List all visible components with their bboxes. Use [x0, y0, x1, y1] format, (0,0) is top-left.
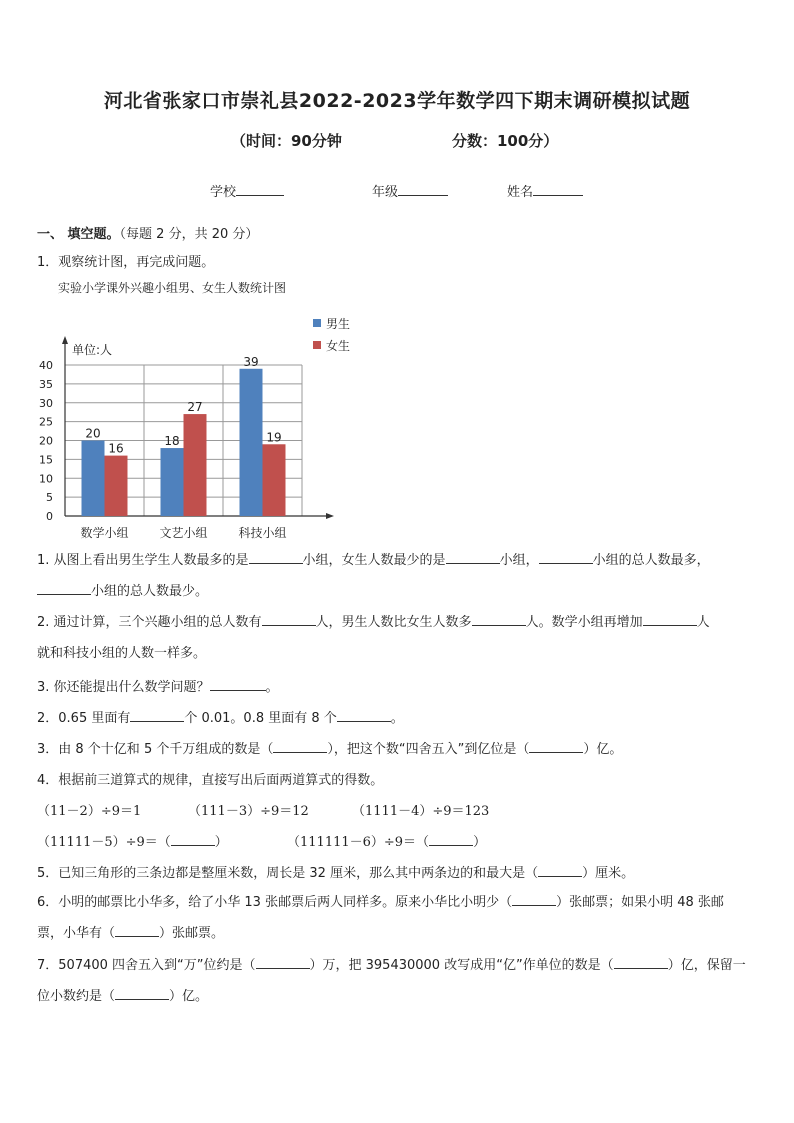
- blank[interactable]: [37, 580, 91, 595]
- data-label: 18: [164, 434, 180, 449]
- q1-sub1: 1. 从图上看出男生学生人数最多的是 小组，女生人数最少的是 小组， 小组的总人数最多， 小组的总人数最少。: [37, 545, 759, 607]
- y-tick-label: 40: [39, 359, 53, 372]
- x-axis-arrow: [326, 513, 334, 519]
- blank[interactable]: [472, 611, 526, 626]
- y-tick-label: 10: [39, 472, 53, 486]
- blank[interactable]: [538, 862, 582, 877]
- blank[interactable]: [529, 738, 583, 753]
- category-label: 文艺小组: [159, 526, 208, 540]
- grade-blank[interactable]: [398, 181, 448, 196]
- blank[interactable]: [429, 831, 473, 846]
- legend: [313, 316, 350, 353]
- q4-expr-4: （11111－5）÷9＝（ ）: [37, 831, 228, 850]
- blank[interactable]: [273, 738, 327, 753]
- exam-time: （时间：90分钟: [231, 132, 342, 150]
- data-label: 27: [187, 400, 203, 415]
- blank[interactable]: [210, 676, 266, 691]
- blank[interactable]: [249, 549, 303, 564]
- q4-expr-5: （111111－6）÷9＝（ ）: [287, 831, 486, 850]
- grade-field: 年级: [372, 181, 448, 200]
- y-tick-label: 30: [39, 396, 53, 410]
- data-label: 16: [108, 441, 124, 456]
- category-label: 科技小组: [238, 526, 287, 540]
- blank[interactable]: [130, 707, 184, 722]
- legend-swatch-girls: [313, 341, 321, 349]
- y-tick-label: 5: [46, 491, 53, 505]
- section-heading: 一、 填空题。（每题 2 分，共 20 分）: [37, 227, 259, 242]
- legend-label-boys: 男生: [326, 317, 351, 331]
- bar-boys: [161, 448, 184, 516]
- blank[interactable]: [643, 611, 697, 626]
- bar-girls: [184, 414, 207, 516]
- chart-title: 实验小学课外兴趣小组男、女生人数统计图: [58, 281, 287, 295]
- q4-expr-2: （111－3）÷9＝12: [188, 804, 309, 819]
- data-label: 20: [85, 426, 101, 441]
- y-axis-label: 单位:人: [72, 343, 113, 357]
- q4-expr-1: （11－2）÷9＝1: [37, 804, 142, 819]
- q1-sub3: 3. 你还能提出什么数学问题？ 。: [37, 676, 279, 695]
- name-field: 姓名: [507, 181, 583, 200]
- q6: 6．小明的邮票比小华多，给了小华 13 张邮票后两人同样多。原来小华比小明少（ ）张邮票；如果小明 48 张邮 票，小华有（ ）张邮票。: [37, 887, 759, 949]
- exam-title: 河北省张家口市崇礼县2022-2023学年数学四下期末调研模拟试题: [103, 90, 691, 112]
- q2: 2．0.65 里面有 个 0.01。0.8 里面有 8 个 。: [37, 707, 404, 726]
- blank[interactable]: [256, 954, 310, 969]
- y-tick-label: 25: [39, 415, 53, 429]
- blank[interactable]: [115, 985, 169, 1000]
- name-blank[interactable]: [533, 181, 583, 196]
- school-blank[interactable]: [236, 181, 284, 196]
- y-tick-label: 15: [39, 453, 53, 467]
- category-label: 数学小组: [80, 526, 129, 540]
- blank[interactable]: [337, 707, 391, 722]
- bar-boys: [82, 441, 105, 517]
- data-label: 19: [266, 430, 282, 445]
- blank[interactable]: [539, 549, 593, 564]
- q1-text: 1．观察统计图，再完成问题。: [37, 255, 215, 270]
- blank[interactable]: [512, 891, 556, 906]
- bar-girls: [263, 444, 286, 516]
- blank[interactable]: [614, 954, 668, 969]
- bar-boys: [240, 369, 263, 516]
- q4-expr-3: （1111－4）÷9＝123: [352, 804, 490, 819]
- q4-text: 4．根据前三道算式的规律，直接写出后面两道算式的得数。: [37, 773, 384, 788]
- y-tick-label: 35: [39, 377, 53, 391]
- data-label: 39: [243, 354, 259, 369]
- y-axis-arrow: [62, 336, 68, 344]
- school-field: 学校: [210, 181, 284, 200]
- blank[interactable]: [262, 611, 316, 626]
- q1-sub2: 2. 通过计算，三个兴趣小组的总人数有 人，男生人数比女生人数多 人。数学小组再增加 人 就和科技小组的人数一样多。: [37, 607, 759, 669]
- blank[interactable]: [446, 549, 500, 564]
- q7: 7．507400 四舍五入到“万”位约是（ ）万，把 395430000 改写成用“亿”作单位的数是（ ）亿，保留一 位小数约是（ ）亿。: [37, 950, 759, 1012]
- bar-girls: [105, 456, 128, 516]
- y-tick-label: 20: [39, 434, 53, 448]
- blank[interactable]: [115, 922, 159, 937]
- category-labels: [80, 525, 286, 540]
- q5: 5．已知三角形的三条边都是整厘米数，周长是 32 厘米，那么其中两条边的和最大是（ ）厘米。: [37, 862, 634, 881]
- q3: 3．由 8 个十亿和 5 个千万组成的数是（ ），把这个数“四舍五入”到亿位是（ ）亿。: [37, 738, 622, 757]
- legend-label-girls: 女生: [326, 339, 351, 353]
- blank[interactable]: [171, 831, 215, 846]
- exam-score: 分数：100分）: [452, 132, 559, 150]
- y-tick-labels: [39, 359, 53, 523]
- bar-chart: [30, 310, 370, 540]
- legend-swatch-boys: [313, 319, 321, 327]
- y-tick-label: 0: [46, 510, 53, 523]
